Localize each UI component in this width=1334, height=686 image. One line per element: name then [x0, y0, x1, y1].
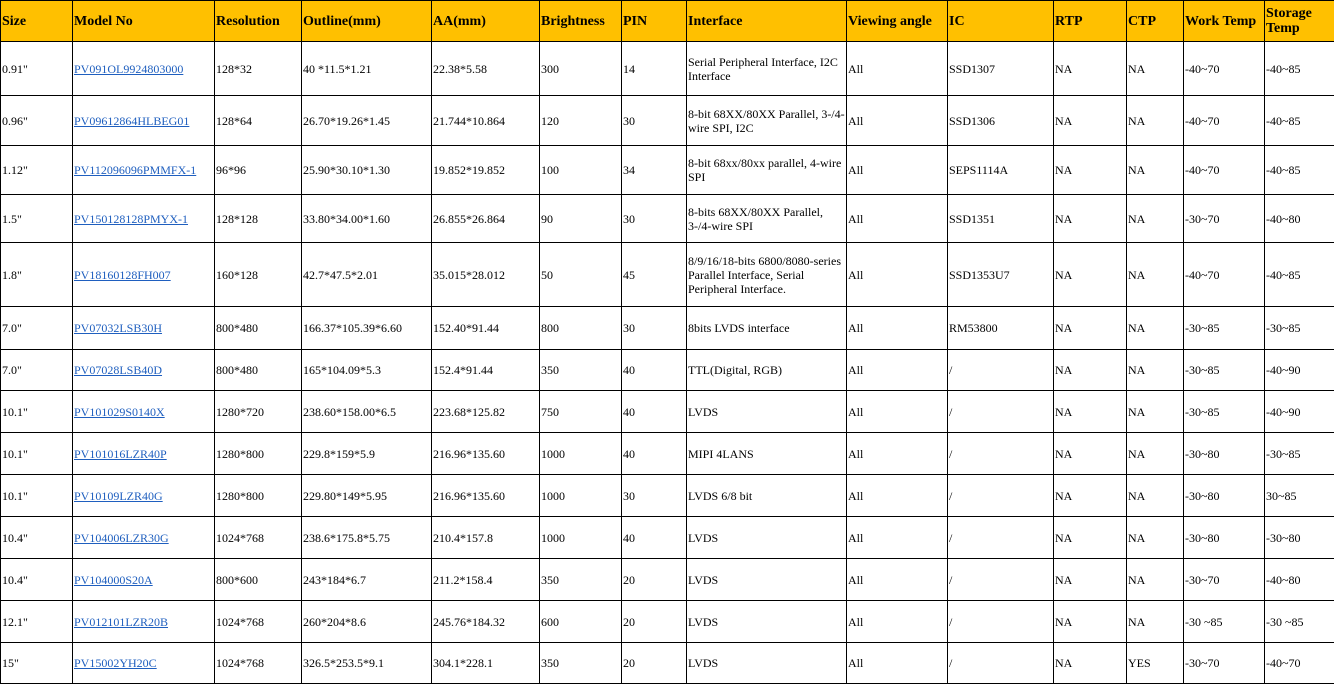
header-model-no: Model No [73, 1, 215, 42]
cell-work-temp: -30~80 [1184, 433, 1265, 475]
header-size: Size [1, 1, 73, 42]
cell-storage-temp: -30~80 [1265, 517, 1334, 559]
cell-storage-temp: -30 ~85 [1265, 601, 1334, 643]
cell-ctp: NA [1127, 307, 1184, 350]
table-row [1, 391, 1334, 433]
cell-ic: SSD1306 [948, 96, 1054, 146]
cell-storage-temp: -40~85 [1265, 243, 1334, 307]
cell-interface: 8-bit 68XX/80XX Parallel, 3-/4-wire SPI, I2C [687, 96, 847, 146]
cell-model-no [73, 475, 215, 517]
cell-work-temp: -40~70 [1184, 243, 1265, 307]
cell-interface: 8-bits 68XX/80XX Parallel, 3-/4-wire SPI [687, 195, 847, 243]
cell-pin: 20 [622, 643, 687, 684]
cell-viewing-angle: All [847, 243, 948, 307]
cell-work-temp: -30~85 [1184, 307, 1265, 350]
cell-resolution: 800*600 [215, 559, 302, 601]
cell-brightness: 100 [540, 146, 622, 195]
header-rtp: RTP [1054, 1, 1127, 42]
cell-active-area: 22.38*5.58 [432, 42, 540, 96]
cell-work-temp: -30~80 [1184, 475, 1265, 517]
model-link[interactable]: PV07028LSB40D [74, 363, 163, 377]
cell-ic: SEPS1114A [948, 146, 1054, 195]
cell-model-no [73, 350, 215, 391]
cell-outline: 243*184*6.7 [302, 559, 432, 601]
cell-brightness: 1000 [540, 475, 622, 517]
header-outline: Outline(mm) [302, 1, 432, 42]
cell-resolution: 128*64 [215, 96, 302, 146]
cell-model-no [73, 42, 215, 96]
cell-active-area: 211.2*158.4 [432, 559, 540, 601]
cell-brightness: 800 [540, 307, 622, 350]
cell-active-area: 210.4*157.8 [432, 517, 540, 559]
cell-ctp: NA [1127, 475, 1184, 517]
cell-work-temp: -30~70 [1184, 643, 1265, 684]
header-active-area: AA(mm) [432, 1, 540, 42]
cell-interface: TTL(Digital, RGB) [687, 350, 847, 391]
cell-storage-temp: -40~80 [1265, 195, 1334, 243]
cell-outline: 238.6*175.8*5.75 [302, 517, 432, 559]
cell-active-area: 223.68*125.82 [432, 391, 540, 433]
cell-resolution: 800*480 [215, 350, 302, 391]
table-row [1, 517, 1334, 559]
table-row [1, 195, 1334, 243]
cell-rtp: NA [1054, 96, 1127, 146]
table-row [1, 243, 1334, 307]
cell-viewing-angle: All [847, 475, 948, 517]
table-row [1, 146, 1334, 195]
cell-pin: 40 [622, 517, 687, 559]
cell-rtp: NA [1054, 517, 1127, 559]
cell-storage-temp: -40~85 [1265, 96, 1334, 146]
header-interface: Interface [687, 1, 847, 42]
cell-ctp: NA [1127, 243, 1184, 307]
cell-brightness: 90 [540, 195, 622, 243]
model-link[interactable]: PV10109LZR40G [74, 488, 163, 503]
model-link[interactable]: PV09612864HLBEG01 [74, 113, 190, 128]
cell-work-temp: -40~70 [1184, 42, 1265, 96]
cell-size: 15" [1, 643, 73, 684]
cell-resolution: 128*32 [215, 42, 302, 96]
cell-ic: / [948, 601, 1054, 643]
cell-outline: 26.70*19.26*1.45 [302, 96, 432, 146]
cell-resolution: 1280*800 [215, 433, 302, 475]
table-row [1, 307, 1334, 350]
cell-ic: / [948, 433, 1054, 475]
cell-model-no [73, 601, 215, 643]
cell-viewing-angle: All [847, 146, 948, 195]
cell-pin: 20 [622, 601, 687, 643]
cell-interface: 8bits LVDS interface [687, 307, 847, 350]
cell-rtp: NA [1054, 643, 1127, 684]
cell-model-no [73, 307, 215, 350]
cell-size: 10.4" [1, 559, 73, 601]
cell-brightness: 350 [540, 559, 622, 601]
cell-outline: 165*104.09*5.3 [302, 350, 432, 391]
cell-viewing-angle: All [847, 643, 948, 684]
model-link[interactable]: PV104006LZR30G [74, 530, 169, 545]
cell-rtp: NA [1054, 243, 1127, 307]
cell-size: 10.1" [1, 391, 73, 433]
model-link[interactable]: PV101029S0140X [74, 404, 165, 419]
cell-ic: / [948, 643, 1054, 684]
cell-active-area: 19.852*19.852 [432, 146, 540, 195]
header-ic: IC [948, 1, 1054, 42]
cell-size: 12.1" [1, 601, 73, 643]
cell-model-no [73, 643, 215, 684]
cell-active-area: 304.1*228.1 [432, 643, 540, 684]
cell-active-area: 21.744*10.864 [432, 96, 540, 146]
table-row [1, 475, 1334, 517]
cell-pin: 40 [622, 350, 687, 391]
model-link[interactable]: PV18160128FH007 [74, 267, 171, 282]
cell-active-area: 245.76*184.32 [432, 601, 540, 643]
table-row [1, 643, 1334, 684]
cell-work-temp: -30~85 [1184, 350, 1265, 391]
cell-size: 0.96" [1, 96, 73, 146]
cell-ctp: NA [1127, 517, 1184, 559]
cell-rtp: NA [1054, 433, 1127, 475]
cell-resolution: 128*128 [215, 195, 302, 243]
table-row [1, 96, 1334, 146]
cell-interface: LVDS [687, 643, 847, 684]
cell-brightness: 1000 [540, 433, 622, 475]
cell-model-no [73, 517, 215, 559]
cell-ic: / [948, 559, 1054, 601]
cell-outline: 326.5*253.5*9.1 [302, 643, 432, 684]
cell-resolution: 800*480 [215, 307, 302, 350]
cell-storage-temp: -40~70 [1265, 643, 1334, 684]
cell-interface: LVDS [687, 391, 847, 433]
table-row [1, 601, 1334, 643]
cell-active-area: 26.855*26.864 [432, 195, 540, 243]
cell-model-no [73, 559, 215, 601]
cell-viewing-angle: All [847, 96, 948, 146]
cell-storage-temp: 30~85 [1265, 475, 1334, 517]
model-link[interactable]: PV07032LSB30H [74, 321, 163, 335]
cell-viewing-angle: All [847, 517, 948, 559]
cell-viewing-angle: All [847, 559, 948, 601]
cell-active-area: 216.96*135.60 [432, 475, 540, 517]
cell-rtp: NA [1054, 307, 1127, 350]
cell-size: 1.8" [1, 243, 73, 307]
table-row [1, 433, 1334, 475]
cell-outline: 238.60*158.00*6.5 [302, 391, 432, 433]
cell-outline: 40 *11.5*1.21 [302, 42, 432, 96]
cell-rtp: NA [1054, 475, 1127, 517]
cell-rtp: NA [1054, 601, 1127, 643]
cell-pin: 30 [622, 475, 687, 517]
model-link[interactable]: PV104000S20A [74, 572, 153, 587]
cell-ic: / [948, 475, 1054, 517]
cell-resolution: 1280*720 [215, 391, 302, 433]
cell-pin: 40 [622, 391, 687, 433]
cell-viewing-angle: All [847, 601, 948, 643]
table-row [1, 42, 1334, 96]
cell-resolution: 160*128 [215, 243, 302, 307]
model-link[interactable]: PV15002YH20C [74, 656, 157, 670]
cell-resolution: 1024*768 [215, 601, 302, 643]
cell-rtp: NA [1054, 559, 1127, 601]
cell-interface: LVDS 6/8 bit [687, 475, 847, 517]
cell-brightness: 350 [540, 643, 622, 684]
cell-viewing-angle: All [847, 433, 948, 475]
cell-viewing-angle: All [847, 195, 948, 243]
cell-storage-temp: -40~85 [1265, 146, 1334, 195]
model-link[interactable]: PV012101LZR20B [74, 614, 169, 629]
cell-ic: / [948, 517, 1054, 559]
cell-pin: 40 [622, 433, 687, 475]
cell-ic: / [948, 391, 1054, 433]
cell-storage-temp: -40~80 [1265, 559, 1334, 601]
cell-rtp: NA [1054, 391, 1127, 433]
cell-size: 7.0" [1, 350, 73, 391]
cell-brightness: 750 [540, 391, 622, 433]
cell-model-no [73, 243, 215, 307]
cell-outline: 33.80*34.00*1.60 [302, 195, 432, 243]
cell-size: 10.1" [1, 433, 73, 475]
model-link[interactable]: PV091OL9924803000 [74, 61, 184, 76]
cell-work-temp: -40~70 [1184, 146, 1265, 195]
cell-interface: Serial Peripheral Interface, I2C Interface [687, 42, 847, 96]
cell-storage-temp: -40~90 [1265, 350, 1334, 391]
cell-work-temp: -30~85 [1184, 391, 1265, 433]
cell-pin: 14 [622, 42, 687, 96]
cell-brightness: 350 [540, 350, 622, 391]
cell-interface: MIPI 4LANS [687, 433, 847, 475]
table-row [1, 350, 1334, 391]
cell-storage-temp: -40~90 [1265, 391, 1334, 433]
cell-ic: SSD1351 [948, 195, 1054, 243]
cell-ctp: NA [1127, 96, 1184, 146]
header-viewing-angle: Viewing angle [847, 1, 948, 42]
cell-ic: SSD1307 [948, 42, 1054, 96]
cell-active-area: 152.4*91.44 [432, 350, 540, 391]
header-ctp: CTP [1127, 1, 1184, 42]
cell-viewing-angle: All [847, 350, 948, 391]
cell-model-no [73, 96, 215, 146]
cell-brightness: 300 [540, 42, 622, 96]
cell-work-temp: -30~80 [1184, 517, 1265, 559]
cell-ctp: NA [1127, 42, 1184, 96]
cell-active-area: 216.96*135.60 [432, 433, 540, 475]
cell-pin: 45 [622, 243, 687, 307]
cell-size: 7.0" [1, 307, 73, 350]
cell-pin: 34 [622, 146, 687, 195]
cell-ctp: NA [1127, 601, 1184, 643]
model-link[interactable]: PV112096096PMMFX-1 [74, 163, 197, 177]
cell-ctp: NA [1127, 559, 1184, 601]
cell-size: 1.5" [1, 195, 73, 243]
cell-brightness: 120 [540, 96, 622, 146]
header-work-temp: Work Temp [1184, 1, 1265, 42]
cell-interface: 8-bit 68xx/80xx parallel, 4-wire SPI [687, 146, 847, 195]
cell-brightness: 600 [540, 601, 622, 643]
cell-pin: 30 [622, 307, 687, 350]
cell-pin: 30 [622, 195, 687, 243]
model-link[interactable]: PV150128128PMYX-1 [74, 211, 189, 226]
cell-ctp: NA [1127, 146, 1184, 195]
cell-ic: SSD1353U7 [948, 243, 1054, 307]
cell-interface: LVDS [687, 601, 847, 643]
cell-interface: LVDS [687, 559, 847, 601]
cell-storage-temp: -40~85 [1265, 42, 1334, 96]
cell-brightness: 50 [540, 243, 622, 307]
cell-outline: 229.80*149*5.95 [302, 475, 432, 517]
cell-resolution: 1280*800 [215, 475, 302, 517]
cell-outline: 25.90*30.10*1.30 [302, 146, 432, 195]
cell-outline: 260*204*8.6 [302, 601, 432, 643]
cell-interface: 8/9/16/18-bits 6800/8080-series Parallel Interface, Serial Peripheral Interface. [687, 243, 847, 307]
cell-rtp: NA [1054, 195, 1127, 243]
cell-storage-temp: -30~85 [1265, 307, 1334, 350]
cell-work-temp: -30~70 [1184, 195, 1265, 243]
cell-model-no [73, 195, 215, 243]
table-row [1, 559, 1334, 601]
cell-brightness: 1000 [540, 517, 622, 559]
cell-model-no [73, 146, 215, 195]
cell-ctp: NA [1127, 350, 1184, 391]
cell-outline: 166.37*105.39*6.60 [302, 307, 432, 350]
cell-resolution: 96*96 [215, 146, 302, 195]
header-pin: PIN [622, 1, 687, 42]
cell-rtp: NA [1054, 42, 1127, 96]
cell-size: 10.1" [1, 475, 73, 517]
cell-ctp: YES [1127, 643, 1184, 684]
cell-work-temp: -30 ~85 [1184, 601, 1265, 643]
cell-active-area: 35.015*28.012 [432, 243, 540, 307]
cell-ic: RM53800 [948, 307, 1054, 350]
cell-rtp: NA [1054, 146, 1127, 195]
table-header-row [1, 1, 1334, 42]
cell-size: 0.91" [1, 42, 73, 96]
cell-size: 10.4" [1, 517, 73, 559]
cell-resolution: 1024*768 [215, 517, 302, 559]
cell-model-no [73, 391, 215, 433]
cell-outline: 42.7*47.5*2.01 [302, 243, 432, 307]
cell-work-temp: -30~70 [1184, 559, 1265, 601]
cell-rtp: NA [1054, 350, 1127, 391]
cell-pin: 30 [622, 96, 687, 146]
cell-size: 1.12" [1, 146, 73, 195]
cell-pin: 20 [622, 559, 687, 601]
header-storage-temp: Storage Temp [1265, 1, 1334, 42]
cell-viewing-angle: All [847, 307, 948, 350]
cell-ctp: NA [1127, 391, 1184, 433]
cell-outline: 229.8*159*5.9 [302, 433, 432, 475]
cell-resolution: 1024*768 [215, 643, 302, 684]
cell-work-temp: -40~70 [1184, 96, 1265, 146]
cell-active-area: 152.40*91.44 [432, 307, 540, 350]
cell-viewing-angle: All [847, 391, 948, 433]
cell-ctp: NA [1127, 433, 1184, 475]
header-brightness: Brightness [540, 1, 622, 42]
header-resolution: Resolution [215, 1, 302, 42]
cell-storage-temp: -30~85 [1265, 433, 1334, 475]
cell-viewing-angle: All [847, 42, 948, 96]
cell-ctp: NA [1127, 195, 1184, 243]
cell-ic: / [948, 350, 1054, 391]
model-link[interactable]: PV101016LZR40P [74, 446, 167, 461]
cell-model-no [73, 433, 215, 475]
cell-interface: LVDS [687, 517, 847, 559]
